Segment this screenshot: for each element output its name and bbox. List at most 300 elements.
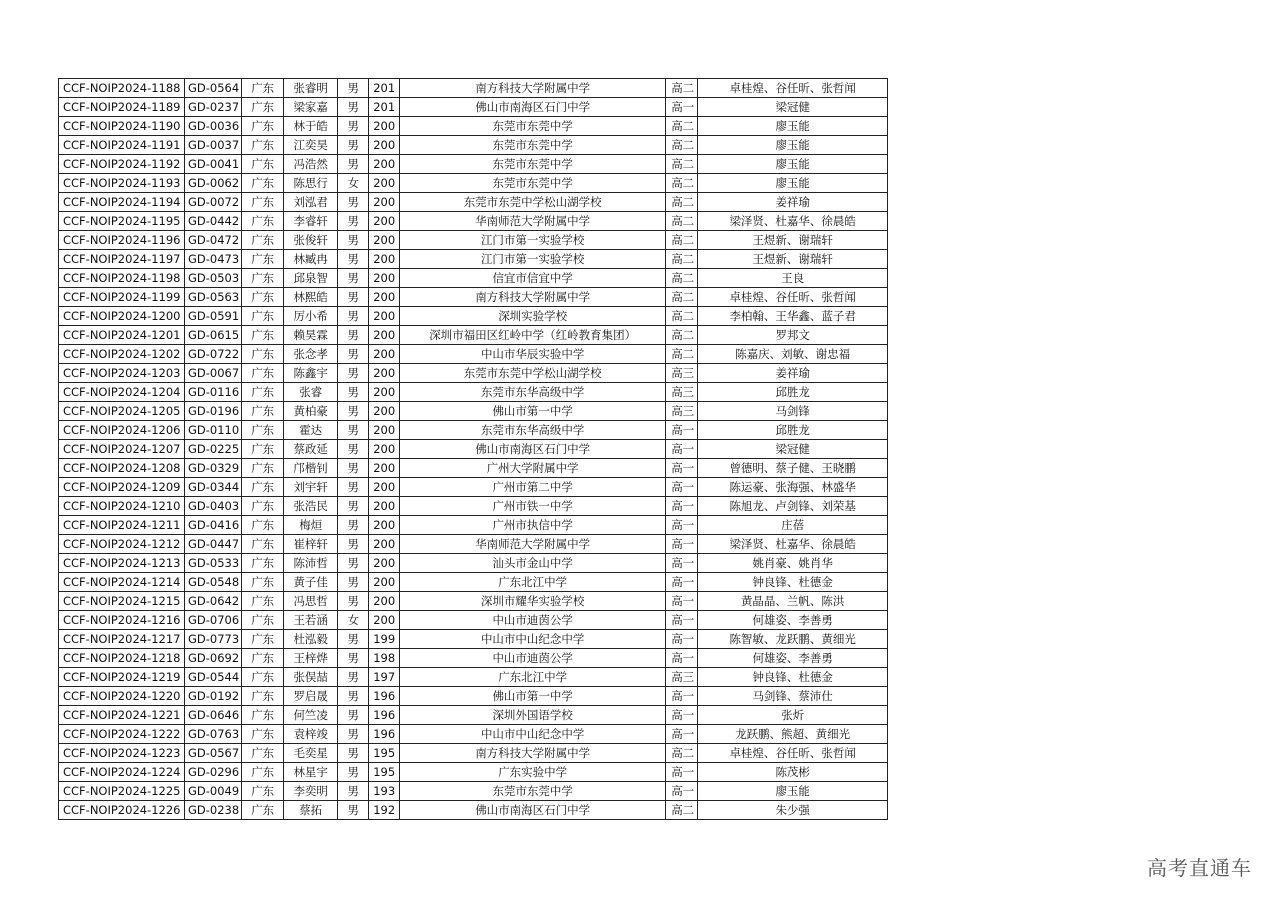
table-row — [59, 630, 888, 649]
table-row — [59, 212, 888, 231]
table-row — [59, 744, 888, 763]
coach-cell: 黄晶晶、兰帆、陈洪 — [698, 592, 888, 611]
school-cell: 东莞市东华高级中学 — [400, 421, 666, 440]
coach-cell: 何雄姿、李善勇 — [698, 649, 888, 668]
school-cell: 江门市第一实验学校 — [400, 250, 666, 269]
score-cell: 195 — [369, 763, 400, 782]
grade-cell: 高一 — [666, 497, 698, 516]
score-cell: 200 — [369, 478, 400, 497]
name-cell: 李奕明 — [284, 782, 338, 801]
gender-cell: 男 — [338, 117, 369, 136]
watermark: 高考直通车 — [1147, 856, 1252, 880]
contestant-id-cell: CCF-NOIP2024-1193 — [59, 174, 185, 193]
name-cell: 刘泓君 — [284, 193, 338, 212]
name-cell: 张俣喆 — [284, 668, 338, 687]
table-row — [59, 573, 888, 592]
coach-cell: 廖玉能 — [698, 155, 888, 174]
coach-cell: 陈茂彬 — [698, 763, 888, 782]
registration-code-cell: GD-0416 — [185, 516, 242, 535]
coach-cell: 马剑锋 — [698, 402, 888, 421]
registration-code-cell: GD-0472 — [185, 231, 242, 250]
table-row — [59, 288, 888, 307]
gender-cell: 男 — [338, 687, 369, 706]
contestant-id-cell: CCF-NOIP2024-1206 — [59, 421, 185, 440]
grade-cell: 高二 — [666, 174, 698, 193]
score-cell: 197 — [369, 668, 400, 687]
table-row — [59, 136, 888, 155]
table-row — [59, 478, 888, 497]
table-row — [59, 250, 888, 269]
name-cell: 梁家嘉 — [284, 98, 338, 117]
contestant-id-cell: CCF-NOIP2024-1202 — [59, 345, 185, 364]
grade-cell: 高三 — [666, 383, 698, 402]
score-cell: 200 — [369, 155, 400, 174]
coach-cell: 梁泽贤、杜嘉华、徐晨皓 — [698, 535, 888, 554]
contestant-id-cell: CCF-NOIP2024-1208 — [59, 459, 185, 478]
contestant-id-cell: CCF-NOIP2024-1195 — [59, 212, 185, 231]
gender-cell: 男 — [338, 535, 369, 554]
name-cell: 林星宇 — [284, 763, 338, 782]
gender-cell: 男 — [338, 592, 369, 611]
coach-cell: 邱胜龙 — [698, 383, 888, 402]
school-cell: 佛山市南海区石门中学 — [400, 801, 666, 820]
contestant-id-cell: CCF-NOIP2024-1221 — [59, 706, 185, 725]
registration-code-cell: GD-0533 — [185, 554, 242, 573]
grade-cell: 高一 — [666, 98, 698, 117]
name-cell: 何竺凌 — [284, 706, 338, 725]
province-cell: 广东 — [242, 250, 284, 269]
table-row — [59, 307, 888, 326]
school-cell: 信宜市信宜中学 — [400, 269, 666, 288]
coach-cell: 姜祥瑜 — [698, 193, 888, 212]
grade-cell: 高二 — [666, 250, 698, 269]
coach-cell: 陈运豪、张海强、林盛华 — [698, 478, 888, 497]
gender-cell: 男 — [338, 345, 369, 364]
gender-cell: 男 — [338, 155, 369, 174]
gender-cell: 男 — [338, 516, 369, 535]
contestant-id-cell: CCF-NOIP2024-1200 — [59, 307, 185, 326]
score-cell: 200 — [369, 231, 400, 250]
contestant-id-cell: CCF-NOIP2024-1199 — [59, 288, 185, 307]
grade-cell: 高二 — [666, 231, 698, 250]
registration-code-cell: GD-0773 — [185, 630, 242, 649]
gender-cell: 男 — [338, 79, 369, 98]
province-cell: 广东 — [242, 459, 284, 478]
province-cell: 广东 — [242, 478, 284, 497]
registration-code-cell: GD-0072 — [185, 193, 242, 212]
gender-cell: 男 — [338, 193, 369, 212]
contestant-id-cell: CCF-NOIP2024-1190 — [59, 117, 185, 136]
table-row — [59, 554, 888, 573]
coach-cell: 曾德明、蔡子健、王晓鹏 — [698, 459, 888, 478]
province-cell: 广东 — [242, 136, 284, 155]
contestant-id-cell: CCF-NOIP2024-1220 — [59, 687, 185, 706]
name-cell: 蔡拓 — [284, 801, 338, 820]
school-cell: 佛山市南海区石门中学 — [400, 98, 666, 117]
table-row — [59, 649, 888, 668]
registration-code-cell: GD-0116 — [185, 383, 242, 402]
coach-cell: 李柏翰、王华鑫、蓝子君 — [698, 307, 888, 326]
registration-code-cell: GD-0067 — [185, 364, 242, 383]
gender-cell: 男 — [338, 250, 369, 269]
score-cell: 200 — [369, 307, 400, 326]
table-row — [59, 269, 888, 288]
contestant-id-cell: CCF-NOIP2024-1192 — [59, 155, 185, 174]
coach-cell: 廖玉能 — [698, 174, 888, 193]
name-cell: 蔡政延 — [284, 440, 338, 459]
name-cell: 王若涵 — [284, 611, 338, 630]
contestant-id-cell: CCF-NOIP2024-1209 — [59, 478, 185, 497]
table-row — [59, 345, 888, 364]
registration-code-cell: GD-0037 — [185, 136, 242, 155]
table-row — [59, 98, 888, 117]
school-cell: 东莞市东莞中学 — [400, 117, 666, 136]
gender-cell: 男 — [338, 440, 369, 459]
province-cell: 广东 — [242, 763, 284, 782]
registration-code-cell: GD-0344 — [185, 478, 242, 497]
province-cell: 广东 — [242, 174, 284, 193]
score-cell: 198 — [369, 649, 400, 668]
contestant-id-cell: CCF-NOIP2024-1226 — [59, 801, 185, 820]
name-cell: 黄子佳 — [284, 573, 338, 592]
grade-cell: 高一 — [666, 687, 698, 706]
contestant-id-cell: CCF-NOIP2024-1214 — [59, 573, 185, 592]
name-cell: 陈鑫宇 — [284, 364, 338, 383]
name-cell: 冯浩然 — [284, 155, 338, 174]
name-cell: 李睿轩 — [284, 212, 338, 231]
grade-cell: 高二 — [666, 288, 698, 307]
score-cell: 200 — [369, 174, 400, 193]
coach-cell: 邱胜龙 — [698, 421, 888, 440]
coach-cell: 廖玉能 — [698, 136, 888, 155]
registration-code-cell: GD-0615 — [185, 326, 242, 345]
contestant-id-cell: CCF-NOIP2024-1188 — [59, 79, 185, 98]
school-cell: 佛山市第一中学 — [400, 402, 666, 421]
contestant-id-cell: CCF-NOIP2024-1217 — [59, 630, 185, 649]
table-row — [59, 231, 888, 250]
contestant-id-cell: CCF-NOIP2024-1207 — [59, 440, 185, 459]
score-cell: 200 — [369, 554, 400, 573]
score-cell: 193 — [369, 782, 400, 801]
school-cell: 深圳外国语学校 — [400, 706, 666, 725]
registration-code-cell: GD-0442 — [185, 212, 242, 231]
province-cell: 广东 — [242, 79, 284, 98]
name-cell: 刘宇轩 — [284, 478, 338, 497]
table-row — [59, 79, 888, 98]
grade-cell: 高二 — [666, 326, 698, 345]
score-cell: 200 — [369, 592, 400, 611]
score-cell: 195 — [369, 744, 400, 763]
contestant-id-cell: CCF-NOIP2024-1189 — [59, 98, 185, 117]
grade-cell: 高一 — [666, 763, 698, 782]
gender-cell: 男 — [338, 421, 369, 440]
registration-code-cell: GD-0237 — [185, 98, 242, 117]
registration-code-cell: GD-0196 — [185, 402, 242, 421]
registration-code-cell: GD-0225 — [185, 440, 242, 459]
school-cell: 中山市中山纪念中学 — [400, 725, 666, 744]
province-cell: 广东 — [242, 402, 284, 421]
school-cell: 深圳市耀华实验学校 — [400, 592, 666, 611]
registration-code-cell: GD-0646 — [185, 706, 242, 725]
coach-cell: 卓桂煌、谷任昕、张哲闻 — [698, 79, 888, 98]
province-cell: 广东 — [242, 592, 284, 611]
coach-cell: 陈嘉庆、刘敏、谢忠福 — [698, 345, 888, 364]
grade-cell: 高一 — [666, 554, 698, 573]
gender-cell: 男 — [338, 668, 369, 687]
name-cell: 毛奕星 — [284, 744, 338, 763]
name-cell: 杜泓毅 — [284, 630, 338, 649]
table-row — [59, 155, 888, 174]
score-cell: 201 — [369, 98, 400, 117]
score-cell: 200 — [369, 326, 400, 345]
contestant-id-cell: CCF-NOIP2024-1201 — [59, 326, 185, 345]
province-cell: 广东 — [242, 554, 284, 573]
gender-cell: 男 — [338, 497, 369, 516]
registration-code-cell: GD-0591 — [185, 307, 242, 326]
table-row — [59, 364, 888, 383]
school-cell: 南方科技大学附属中学 — [400, 288, 666, 307]
table-body — [59, 79, 888, 820]
coach-cell: 梁冠健 — [698, 98, 888, 117]
table-row — [59, 592, 888, 611]
school-cell: 广州市第二中学 — [400, 478, 666, 497]
name-cell: 张睿明 — [284, 79, 338, 98]
score-cell: 200 — [369, 193, 400, 212]
school-cell: 中山市华辰实验中学 — [400, 345, 666, 364]
grade-cell: 高一 — [666, 459, 698, 478]
gender-cell: 男 — [338, 649, 369, 668]
school-cell: 深圳实验学校 — [400, 307, 666, 326]
score-cell: 200 — [369, 497, 400, 516]
coach-cell: 姜祥瑜 — [698, 364, 888, 383]
table-row — [59, 383, 888, 402]
grade-cell: 高一 — [666, 782, 698, 801]
name-cell: 张浩民 — [284, 497, 338, 516]
grade-cell: 高一 — [666, 573, 698, 592]
province-cell: 广东 — [242, 687, 284, 706]
registration-code-cell: GD-0062 — [185, 174, 242, 193]
table-row — [59, 459, 888, 478]
gender-cell: 男 — [338, 136, 369, 155]
province-cell: 广东 — [242, 212, 284, 231]
grade-cell: 高三 — [666, 668, 698, 687]
school-cell: 广东北江中学 — [400, 573, 666, 592]
school-cell: 佛山市第一中学 — [400, 687, 666, 706]
table-row — [59, 402, 888, 421]
gender-cell: 男 — [338, 573, 369, 592]
grade-cell: 高二 — [666, 345, 698, 364]
score-cell: 200 — [369, 573, 400, 592]
province-cell: 广东 — [242, 573, 284, 592]
table-row — [59, 782, 888, 801]
contestant-id-cell: CCF-NOIP2024-1213 — [59, 554, 185, 573]
contestant-id-cell: CCF-NOIP2024-1194 — [59, 193, 185, 212]
name-cell: 林臧冉 — [284, 250, 338, 269]
coach-cell: 朱少强 — [698, 801, 888, 820]
gender-cell: 男 — [338, 763, 369, 782]
grade-cell: 高一 — [666, 516, 698, 535]
school-cell: 广州大学附属中学 — [400, 459, 666, 478]
coach-cell: 陈旭龙、卢剑锋、刘荣基 — [698, 497, 888, 516]
school-cell: 东莞市东莞中学 — [400, 155, 666, 174]
results-table — [58, 78, 888, 820]
score-cell: 200 — [369, 611, 400, 630]
grade-cell: 高一 — [666, 649, 698, 668]
score-cell: 199 — [369, 630, 400, 649]
province-cell: 广东 — [242, 801, 284, 820]
coach-cell: 庄蓓 — [698, 516, 888, 535]
school-cell: 华南师范大学附属中学 — [400, 212, 666, 231]
grade-cell: 高二 — [666, 801, 698, 820]
contestant-id-cell: CCF-NOIP2024-1218 — [59, 649, 185, 668]
grade-cell: 高三 — [666, 364, 698, 383]
grade-cell: 高二 — [666, 117, 698, 136]
table-row — [59, 801, 888, 820]
province-cell: 广东 — [242, 782, 284, 801]
name-cell: 黄柏豪 — [284, 402, 338, 421]
contestant-id-cell: CCF-NOIP2024-1222 — [59, 725, 185, 744]
school-cell: 汕头市金山中学 — [400, 554, 666, 573]
name-cell: 陈沛哲 — [284, 554, 338, 573]
table-row — [59, 687, 888, 706]
contestant-id-cell: CCF-NOIP2024-1203 — [59, 364, 185, 383]
province-cell: 广东 — [242, 611, 284, 630]
table-row — [59, 117, 888, 136]
coach-cell: 姚肖豪、姚肖华 — [698, 554, 888, 573]
school-cell: 东莞市东莞中学松山湖学校 — [400, 364, 666, 383]
name-cell: 江奕昊 — [284, 136, 338, 155]
coach-cell: 廖玉能 — [698, 117, 888, 136]
province-cell: 广东 — [242, 155, 284, 174]
coach-cell: 王煜新、谢瑞轩 — [698, 250, 888, 269]
province-cell: 广东 — [242, 421, 284, 440]
table-row — [59, 611, 888, 630]
registration-code-cell: GD-0763 — [185, 725, 242, 744]
grade-cell: 高一 — [666, 440, 698, 459]
coach-cell: 梁泽贤、杜嘉华、徐晨皓 — [698, 212, 888, 231]
name-cell: 张睿 — [284, 383, 338, 402]
table-row — [59, 497, 888, 516]
school-cell: 东莞市东莞中学松山湖学校 — [400, 193, 666, 212]
name-cell: 霍达 — [284, 421, 338, 440]
score-cell: 200 — [369, 440, 400, 459]
contestant-id-cell: CCF-NOIP2024-1196 — [59, 231, 185, 250]
gender-cell: 男 — [338, 459, 369, 478]
gender-cell: 男 — [338, 98, 369, 117]
province-cell: 广东 — [242, 98, 284, 117]
name-cell: 冯思哲 — [284, 592, 338, 611]
table-row — [59, 706, 888, 725]
gender-cell: 男 — [338, 554, 369, 573]
score-cell: 200 — [369, 288, 400, 307]
grade-cell: 高二 — [666, 193, 698, 212]
score-cell: 192 — [369, 801, 400, 820]
school-cell: 佛山市南海区石门中学 — [400, 440, 666, 459]
registration-code-cell: GD-0563 — [185, 288, 242, 307]
score-cell: 200 — [369, 364, 400, 383]
school-cell: 广东北江中学 — [400, 668, 666, 687]
coach-cell: 廖玉能 — [698, 782, 888, 801]
name-cell: 邝楷钊 — [284, 459, 338, 478]
registration-code-cell: GD-0110 — [185, 421, 242, 440]
score-cell: 200 — [369, 421, 400, 440]
contestant-id-cell: CCF-NOIP2024-1215 — [59, 592, 185, 611]
school-cell: 深圳市福田区红岭中学（红岭教育集团） — [400, 326, 666, 345]
province-cell: 广东 — [242, 497, 284, 516]
province-cell: 广东 — [242, 668, 284, 687]
gender-cell: 男 — [338, 364, 369, 383]
name-cell: 邱泉智 — [284, 269, 338, 288]
gender-cell: 男 — [338, 630, 369, 649]
grade-cell: 高一 — [666, 535, 698, 554]
coach-cell: 梁冠健 — [698, 440, 888, 459]
school-cell: 东莞市东莞中学 — [400, 782, 666, 801]
province-cell: 广东 — [242, 231, 284, 250]
province-cell: 广东 — [242, 193, 284, 212]
gender-cell: 男 — [338, 402, 369, 421]
grade-cell: 高二 — [666, 744, 698, 763]
contestant-id-cell: CCF-NOIP2024-1224 — [59, 763, 185, 782]
table-row — [59, 763, 888, 782]
grade-cell: 高一 — [666, 725, 698, 744]
grade-cell: 高一 — [666, 611, 698, 630]
school-cell: 广东实验中学 — [400, 763, 666, 782]
coach-cell: 钟良锋、杜德金 — [698, 573, 888, 592]
registration-code-cell: GD-0036 — [185, 117, 242, 136]
province-cell: 广东 — [242, 725, 284, 744]
province-cell: 广东 — [242, 440, 284, 459]
contestant-id-cell: CCF-NOIP2024-1216 — [59, 611, 185, 630]
score-cell: 200 — [369, 345, 400, 364]
province-cell: 广东 — [242, 706, 284, 725]
name-cell: 陈思行 — [284, 174, 338, 193]
school-cell: 南方科技大学附属中学 — [400, 79, 666, 98]
gender-cell: 男 — [338, 269, 369, 288]
score-cell: 200 — [369, 117, 400, 136]
province-cell: 广东 — [242, 345, 284, 364]
grade-cell: 高二 — [666, 136, 698, 155]
registration-code-cell: GD-0564 — [185, 79, 242, 98]
coach-cell: 卓桂煌、谷任昕、张哲闻 — [698, 288, 888, 307]
table-row — [59, 174, 888, 193]
province-cell: 广东 — [242, 269, 284, 288]
grade-cell: 高二 — [666, 155, 698, 174]
name-cell: 崔梓轩 — [284, 535, 338, 554]
contestant-id-cell: CCF-NOIP2024-1204 — [59, 383, 185, 402]
score-cell: 200 — [369, 535, 400, 554]
province-cell: 广东 — [242, 307, 284, 326]
registration-code-cell: GD-0041 — [185, 155, 242, 174]
coach-cell: 马剑锋、蔡沛仕 — [698, 687, 888, 706]
registration-code-cell: GD-0403 — [185, 497, 242, 516]
name-cell: 张俊轩 — [284, 231, 338, 250]
contestant-id-cell: CCF-NOIP2024-1225 — [59, 782, 185, 801]
registration-code-cell: GD-0567 — [185, 744, 242, 763]
registration-code-cell: GD-0473 — [185, 250, 242, 269]
score-cell: 200 — [369, 383, 400, 402]
gender-cell: 男 — [338, 212, 369, 231]
province-cell: 广东 — [242, 649, 284, 668]
score-cell: 196 — [369, 687, 400, 706]
grade-cell: 高一 — [666, 592, 698, 611]
registration-code-cell: GD-0296 — [185, 763, 242, 782]
gender-cell: 男 — [338, 383, 369, 402]
province-cell: 广东 — [242, 535, 284, 554]
registration-code-cell: GD-0192 — [185, 687, 242, 706]
school-cell: 中山市迪茵公学 — [400, 611, 666, 630]
coach-cell: 陈智敏、龙跃鹏、黄细光 — [698, 630, 888, 649]
coach-cell: 王良 — [698, 269, 888, 288]
